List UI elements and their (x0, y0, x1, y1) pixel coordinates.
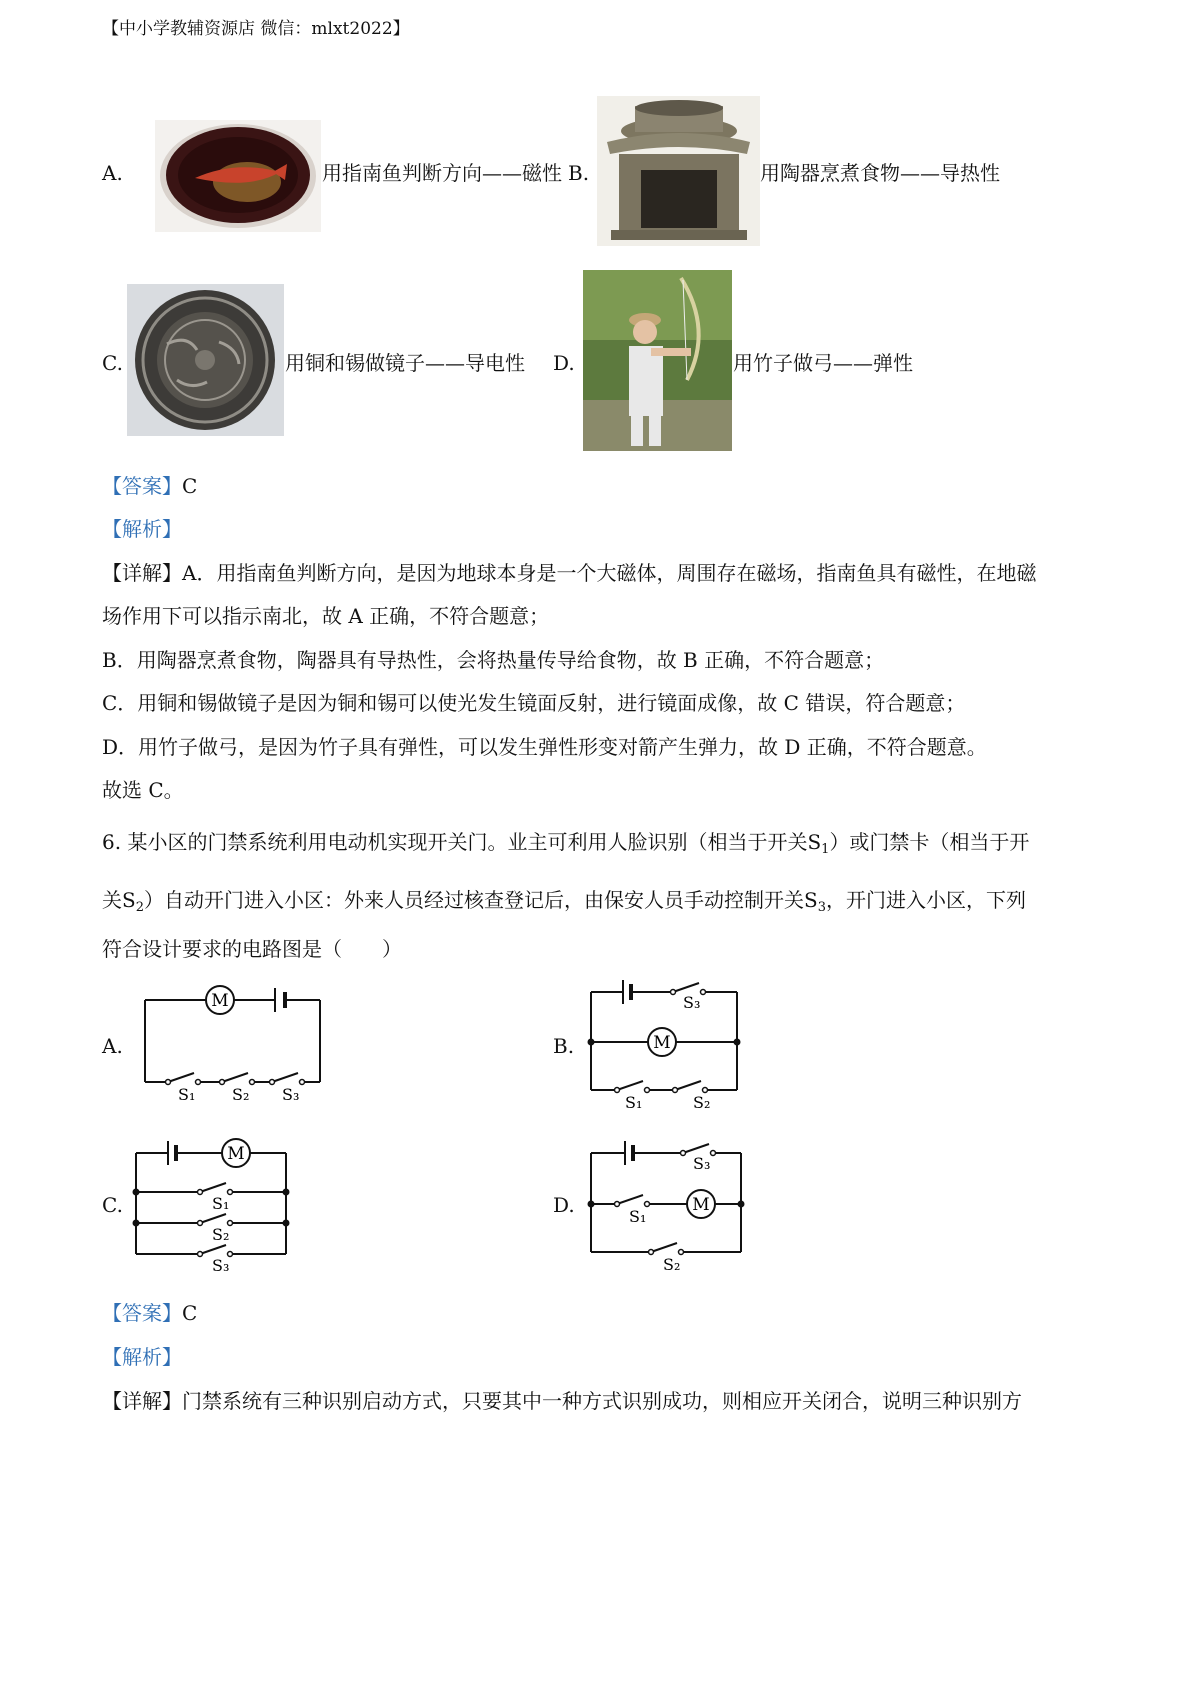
circuit-a-diagram (140, 980, 330, 1106)
option-c-text: 用铜和锡做镜子——导电性 (285, 351, 525, 375)
q6-line-2: 关$S_2$）自动开门进入小区：外来人员经过核查登记后，由保安人员手动控制开关$S_3$，开门进入小区，下列 (102, 888, 1026, 915)
q6-detail-line: 【详解】门禁系统有三种识别启动方式，只要其中一种方式识别成功，则相应开关闭合，说明三种识别方 (102, 1389, 1022, 1413)
explain-line-4: C．用铜和锡做镜子是因为铜和锡可以使光发生镜面反射，进行镜面成像，故 C 错误，符合题意； (102, 691, 966, 715)
circuit-c-diagram (130, 1128, 295, 1276)
svg-text:M: M (653, 1033, 671, 1053)
svg-text:S₁: S₁ (629, 1207, 647, 1226)
svg-text:S₂: S₂ (663, 1255, 681, 1274)
svg-text:S₁: S₁ (625, 1093, 643, 1112)
analysis-label: 【解析】 (102, 517, 182, 541)
answer-2: 【答案】C (102, 1301, 198, 1325)
svg-text:S₃: S₃ (212, 1256, 230, 1275)
circuit-b-diagram (585, 972, 750, 1114)
svg-text:S₁: S₁ (178, 1085, 196, 1104)
compass-fish-photo (155, 120, 321, 232)
bamboo-bow-photo (583, 270, 732, 451)
circuit-d-diagram (585, 1128, 750, 1276)
explain-line-1: 【详解】A．用指南鱼判断方向，是因为地球本身是一个大磁体，周围存在磁场，指南鱼具有磁性，在地磁 (102, 561, 1037, 585)
detail-label: 【详解】 (102, 561, 182, 585)
q6-line-3: 符合设计要求的电路图是（ ） (102, 937, 402, 961)
explain-line-5: D．用竹子做弓，是因为竹子具有弹性，可以发生弹性形变对箭产生弹力，故 D 正确，不符合题意。 (102, 735, 987, 759)
explain-line-3: B．用陶器烹煮食物，陶器具有导热性，会将热量传导给食物，故 B 正确，不符合题意； (102, 648, 885, 672)
pottery-stove-photo (597, 96, 760, 246)
option-b-letter: B. (568, 161, 590, 185)
option-d-text: 用竹子做弓——弹性 (733, 351, 913, 375)
svg-text:S₃: S₃ (282, 1085, 300, 1104)
explain-line-2: 场作用下可以指示南北，故 A 正确，不符合题意； (102, 604, 550, 628)
answer-value: C (182, 474, 198, 498)
option-b-text: 用陶器烹煮食物——导热性 (760, 161, 1000, 185)
answer-1 (102, 473, 197, 499)
circuit-a-label: A. (102, 1034, 123, 1058)
svg-text:S₂: S₂ (212, 1225, 230, 1244)
svg-text:S₃: S₃ (693, 1154, 711, 1173)
option-a-text: 用指南鱼判断方向——磁性 (322, 161, 562, 185)
analysis-label-2: 【解析】 (102, 1345, 182, 1369)
header-source: 【中小学教辅资源店 微信：mlxt2022】 (102, 19, 410, 39)
circuit-c-label: C. (102, 1193, 123, 1217)
option-c-letter: C. (102, 351, 123, 375)
motor-a: M (211, 991, 229, 1011)
svg-text:S₂: S₂ (693, 1093, 711, 1112)
circuit-d-label: D. (553, 1193, 575, 1217)
option-d-letter: D. (553, 351, 575, 375)
bronze-mirror-photo (127, 284, 284, 436)
explain-line-6: 故选 C。 (102, 778, 184, 802)
svg-text:M: M (227, 1144, 245, 1164)
svg-text:S₁: S₁ (212, 1194, 230, 1213)
svg-text:S₂: S₂ (232, 1085, 250, 1104)
option-a-letter: A. (102, 161, 123, 185)
svg-text:S₃: S₃ (683, 993, 701, 1012)
circuit-b-label: B. (553, 1034, 575, 1058)
q6-line-1: 6. 某小区的门禁系统利用电动机实现开关门。业主可利用人脸识别（相当于开关$S_1$）或门禁卡（相当于开 (102, 830, 1030, 857)
svg-text:M: M (692, 1195, 710, 1215)
answer-label: 【答案】 (102, 474, 182, 498)
